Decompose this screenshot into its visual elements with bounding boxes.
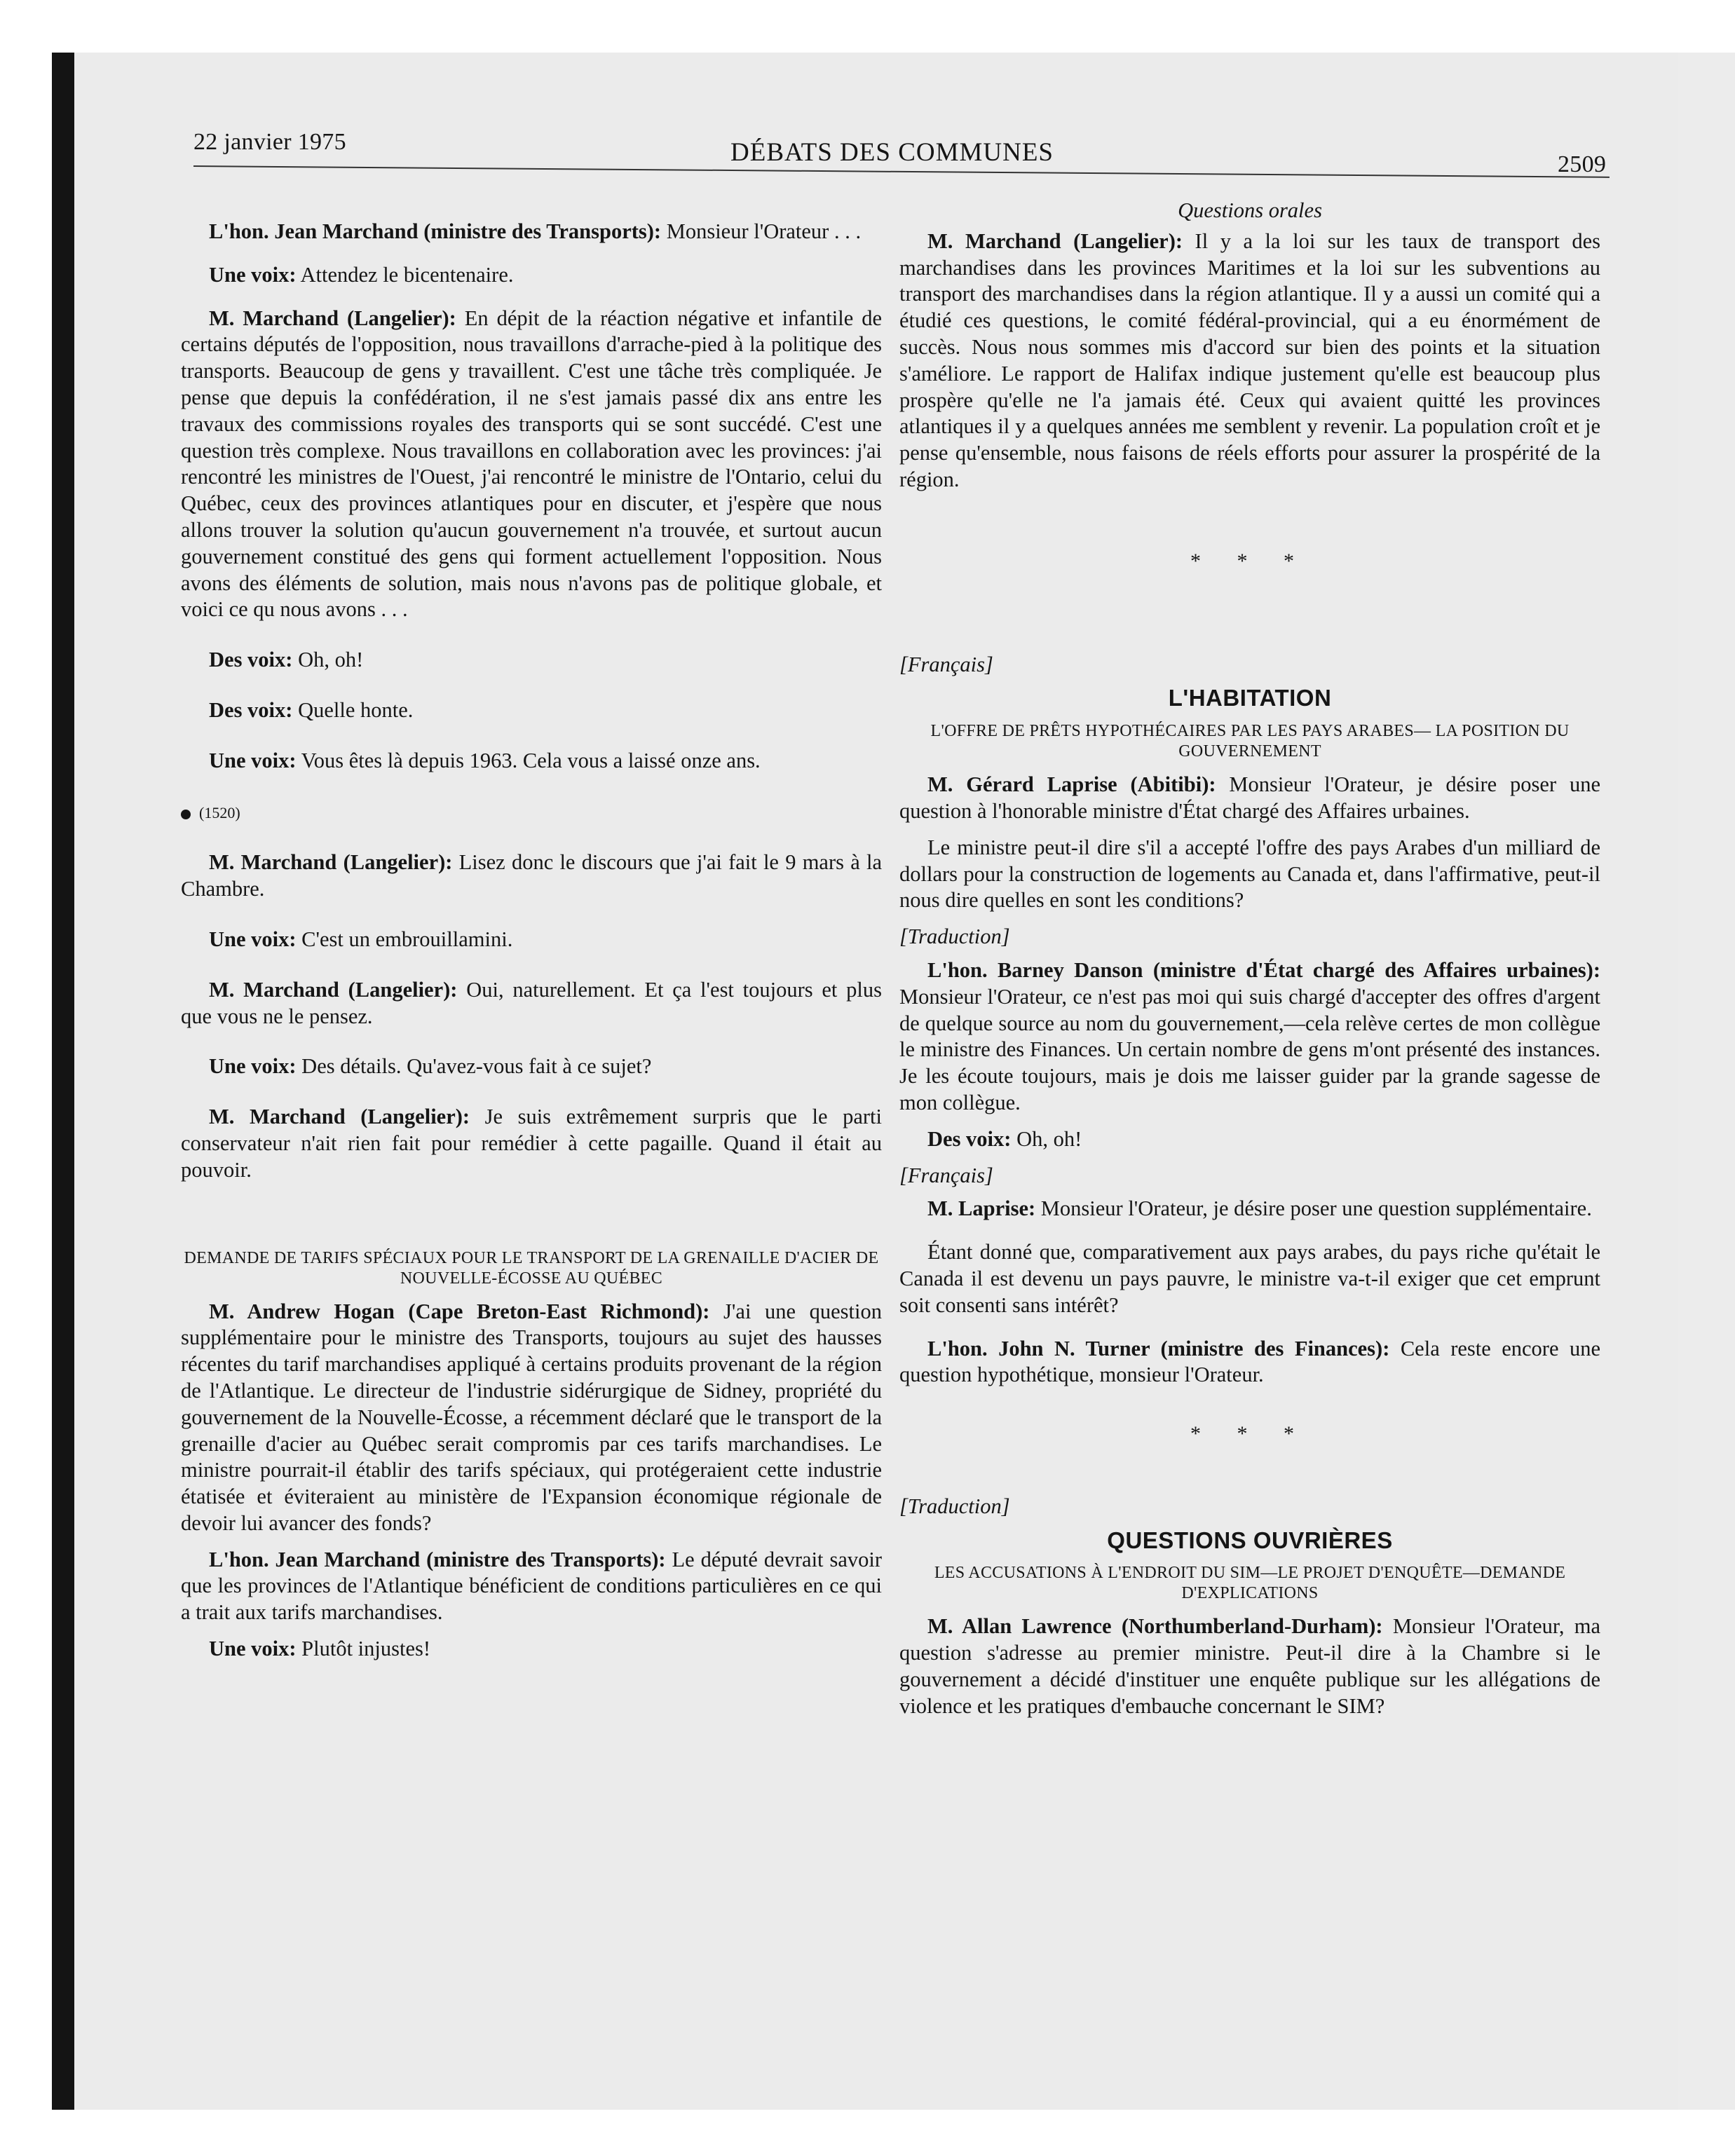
scan-margin-left	[0, 0, 52, 2156]
paragraph	[899, 1126, 1600, 1153]
speaker-name: Des voix:	[927, 1126, 1012, 1151]
speaker-name: M. Marchand (Langelier):	[209, 306, 456, 330]
speech-text: Monsieur l'Orateur, ce n'est pas moi qui suis chargé d'accepter des offres d'argent de quelque source au nom du gouvernement,—cela relève certes de mon collègue le ministre des Finances. Un certain nombre de gens m'ont présenté des instances. Je les écoute toujours, mais je dois me laisser guider par la grande sagesse de mon collègue.	[899, 984, 1600, 1114]
bullet-icon	[181, 810, 191, 819]
speech-text: Monsieur l'Orateur, je désire poser une question à l'honorable ministre d'État chargé des Affaires urbaines.	[899, 772, 1601, 823]
section-heading: L'HABITATION	[1168, 685, 1332, 711]
paragraph	[181, 1104, 882, 1183]
paragraph	[181, 1053, 882, 1080]
paragraph: Étant donné que, comparativement aux pays arabes, du pays riche qu'était le Canada il est devenu un pays pauvre, le ministre va-t-il exiger que cet emprunt soit consenti sans intérêt?	[899, 1240, 1600, 1317]
speech-text: Lisez donc le discours que j'ai fait le 9 mars à la Chambre.	[181, 850, 882, 901]
scan-binding-edge	[52, 53, 74, 2110]
speech-text: Monsieur l'Orateur, ma question s'adresse au premier ministre. Peut-il dire à la Chambre si le gouvernement a décidé d'instituer une enquête publique sur les allégations de violence et les pratiques d'embauche concernant le SIM?	[899, 1614, 1600, 1718]
speaker-name: Une voix:	[209, 748, 297, 772]
speaker-name: M. Marchand (Langelier):	[209, 850, 453, 875]
subsection-heading: L'OFFRE DE PRÊTS HYPOTHÉCAIRES PAR LES PAYS ARABES— LA POSITION DU GOUVERNEMENT	[930, 722, 1570, 761]
speaker-name: L'hon. Barney Danson (ministre d'État chargé des Affaires urbaines):	[927, 957, 1600, 982]
speaker-name: L'hon. John N. Turner (ministre des Finances):	[927, 1336, 1390, 1360]
right-column	[899, 198, 1600, 1737]
paragraph	[181, 262, 882, 289]
speaker-name: Une voix:	[209, 262, 297, 287]
paragraph	[899, 772, 1600, 825]
paragraph: Le ministre peut-il dire s'il a accepté l'offre des pays Arabes d'un milliard de dollars pour la construction de logements au Canada et, dans l'affirmative, peut-il nous dire quelles en sont les conditions?	[899, 835, 1600, 913]
speech-text: C'est un embrouillamini.	[296, 927, 513, 951]
time-marker-text: (1520)	[199, 803, 240, 821]
paragraph	[181, 927, 882, 953]
speaker-name: M. Allan Lawrence (Northumberland-Durham):	[927, 1614, 1383, 1639]
running-head: Questions orales	[1178, 198, 1322, 222]
paragraph	[181, 647, 882, 674]
speaker-name: Des voix:	[209, 648, 293, 672]
speech-text: Oui, naturellement. Et ça l'est toujours et plus que vous ne le pensez.	[181, 977, 882, 1028]
speech-text: Il y a la loi sur les taux de transport des marchandises dans les provinces Maritimes et la loi sur les subventions au transport des marchandises dans la région atlantique. Il y a aussi un comité qui a étudié ces questions, le comité fédéral-provincial, qui a eu énormément de succès. Nous nous sommes mis d'accord sur bien des points et la situation s'améliore. Le rapport de Halifax indique justement qu'elle est beaucoup plus prospère qu'elle ne l'a jamais été. Ceux qui avaient quitté les provinces atlantiques il y a quelques années me semblent y revenir. La population croît et je pense qu'ensemble, nous faisons de réels efforts pour assurer la prospérité de la région.	[899, 228, 1600, 491]
paragraph	[899, 1613, 1600, 1719]
speech-text: Oh, oh!	[292, 648, 364, 672]
section-separator: * * *	[1190, 549, 1309, 573]
scan-margin-bottom	[52, 2110, 1735, 2156]
speech-text: J'ai une question supplémentaire pour le ministre des Transports, toujours au sujet des hausses récentes du tarif marchandises appliqué à certains produits provenant de la région de l'Atlantique. Le directeur de l'industrie sidérurgique de Sidney, propriété du gouvernement de la Nouvelle-Écosse, a récemment déclaré que le transport de la grenaille d'acier au Québec serait compromis par ces tarifs marchandises. Le ministre pourrait-il établir des tarifs spéciaux, qui protégeraient cette industrie étatisée et éviteraient au ministère de l'Expansion économique régionale de devoir lui avancer des fonds?	[181, 1299, 882, 1535]
speech-text: Cela reste encore une question hypothétique, monsieur l'Orateur.	[899, 1336, 1600, 1387]
speech-text: En dépit de la réaction négative et infantile de certains députés de l'opposition, nous travaillons d'arrache-pied à la politique des transports. Beaucoup de gens y travaillent. C'est une tâche très compliquée. Je pense que depuis la confédération, il ne s'est jamais passé dix ans entre les travaux des commissions royales des transports qui se sont succédé. C'est une question très complexe. Nous travaillons en collaboration avec les provinces: j'ai rencontré les ministres de l'Ouest, j'ai rencontré le ministre de l'Ontario, celui du Québec, ceux des provinces atlantiques pour en discuter, et j'espère que nous allons trouver la solution qu'aucun gouvernement n'a trouvée, et surtout aucun gouvernement constitué des gens qui forment actuellement l'opposition. Nous avons des éléments de solution, mais nous n'avons pas de politique globale, et voici ce qu nous avons . . .	[181, 306, 882, 622]
header-title: DÉBATS DES COMMUNES	[730, 138, 1054, 167]
speaker-name: Des voix:	[209, 697, 293, 722]
paragraph	[181, 306, 882, 624]
speaker-name: M. Laprise:	[927, 1196, 1036, 1221]
speaker-name: M. Marchand (Langelier):	[927, 228, 1183, 253]
language-marker: [Français]	[899, 652, 993, 676]
header-date: 22 janvier 1975	[193, 129, 346, 155]
paragraph	[181, 1547, 882, 1626]
speaker-name: M. Marchand (Langelier):	[209, 1105, 470, 1129]
paragraph	[899, 1336, 1600, 1389]
section-heading: DEMANDE DE TARIFS SPÉCIAUX POUR LE TRANSPORT DE LA GRENAILLE D'ACIER DE NOUVELLE-ÉCOSSE AU QUÉBEC	[184, 1248, 879, 1288]
paragraph	[899, 957, 1600, 1117]
section-heading: QUESTIONS OUVRIÈRES	[1107, 1527, 1393, 1553]
section-separator: * * *	[1190, 1422, 1309, 1446]
language-marker: [Traduction]	[899, 925, 1010, 949]
speech-text: Plutôt injustes!	[296, 1637, 431, 1661]
paragraph	[899, 228, 1600, 493]
speech-text: Attendez le bicentenaire.	[296, 262, 514, 287]
speech-text: Monsieur l'Orateur . . .	[661, 219, 862, 243]
speech-text: Vous êtes là depuis 1963. Cela vous a laissé onze ans.	[296, 748, 761, 772]
language-marker: [Traduction]	[899, 1494, 1010, 1518]
scan-margin-top	[74, 0, 1678, 53]
speaker-name: L'hon. Jean Marchand (ministre des Transports):	[209, 219, 662, 243]
speech-text: Je suis extrêmement surpris que le parti conservateur n'ait rien fait pour remédier à cette pagaille. Quand il était au pouvoir.	[181, 1105, 882, 1182]
speaker-name: M. Marchand (Langelier):	[209, 977, 458, 1002]
speech-text: Oh, oh!	[1011, 1126, 1082, 1151]
paragraph	[181, 1636, 882, 1663]
scan-margin-right	[1678, 53, 1735, 2110]
speech-text: Des détails. Qu'avez-vous fait à ce sujet?	[296, 1054, 652, 1079]
speech-text: Monsieur l'Orateur, je désire poser une question supplémentaire.	[1035, 1196, 1592, 1221]
paragraph	[181, 1299, 882, 1537]
speech-text: Le député devrait savoir que les provinces de l'Atlantique bénéficient de conditions particulières en ce qui a trait aux tarifs marchandises.	[181, 1547, 882, 1625]
speaker-name: L'hon. Jean Marchand (ministre des Transports):	[209, 1547, 666, 1571]
paragraph	[181, 977, 882, 1030]
left-column	[181, 219, 882, 1672]
paragraph	[181, 748, 882, 775]
speaker-name: Une voix:	[209, 1054, 297, 1079]
language-marker: [Français]	[899, 1163, 993, 1187]
speech-text: Quelle honte.	[292, 697, 414, 722]
time-marker	[181, 800, 882, 826]
speaker-name: Une voix:	[209, 927, 297, 951]
subsection-heading: LES ACCUSATIONS À L'ENDROIT DU SIM—LE PROJET D'ENQUÊTE—DEMANDE D'EXPLICATIONS	[934, 1564, 1566, 1603]
paragraph	[181, 697, 882, 724]
page-number: 2509	[1558, 151, 1607, 177]
speaker-name: M. Andrew Hogan (Cape Breton-East Richmond):	[209, 1299, 710, 1323]
speaker-name: M. Gérard Laprise (Abitibi):	[927, 772, 1216, 797]
paragraph	[181, 850, 882, 903]
paragraph	[899, 1196, 1600, 1222]
paragraph	[181, 219, 882, 245]
speaker-name: Une voix:	[209, 1637, 297, 1661]
